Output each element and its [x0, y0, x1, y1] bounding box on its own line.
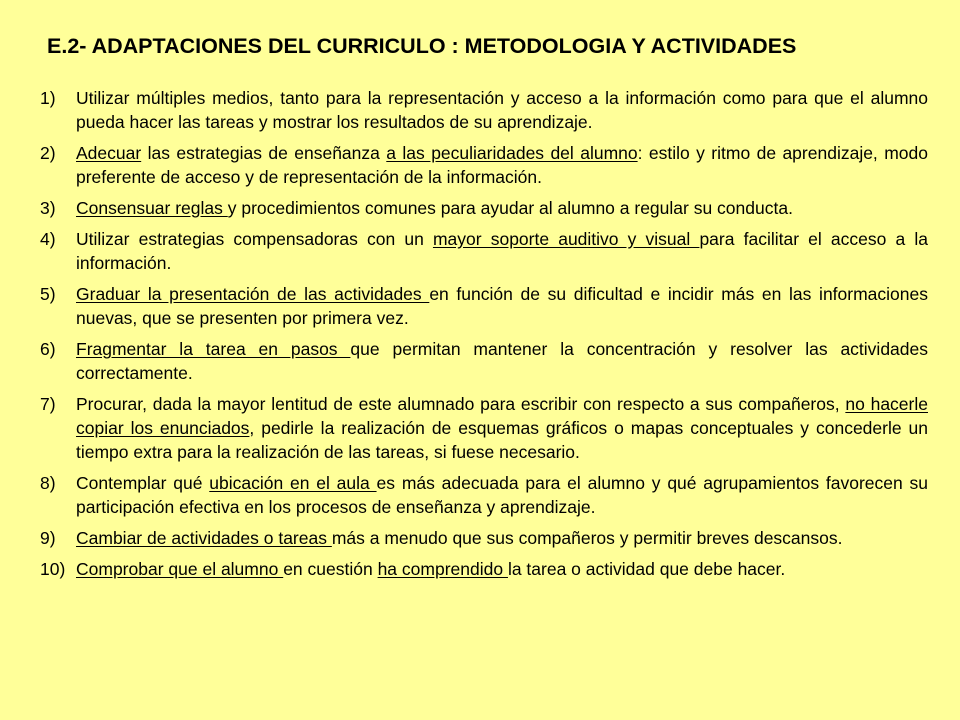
- underlined-text: no hacerle copiar los enunciados: [76, 394, 928, 438]
- list-item: [40, 196, 928, 220]
- underlined-text: ubicación en el aula: [209, 473, 377, 493]
- underlined-text: Comprobar que el alumno: [76, 559, 284, 579]
- list-item: [40, 471, 928, 519]
- item-number: 8): [40, 473, 56, 493]
- item-text: Procurar, dada la mayor lentitud de este alumnado para escribir con respecto a sus compañeros,: [76, 394, 846, 414]
- list-item: [40, 141, 928, 189]
- list-item: [40, 86, 928, 134]
- item-number: 1): [40, 88, 56, 108]
- item-number: 10): [40, 559, 66, 579]
- item-number: 4): [40, 229, 56, 249]
- item-number: 6): [40, 339, 56, 359]
- item-number: 5): [40, 284, 56, 304]
- slide-title: E.2- ADAPTACIONES DEL CURRICULO : METODOLOGIA Y ACTIVIDADES: [47, 34, 797, 58]
- item-text: más a menudo que sus compañeros y permitir breves descansos.: [331, 528, 843, 548]
- activities-list: [40, 86, 928, 581]
- underlined-text: Cambiar de actividades o tareas: [76, 528, 332, 548]
- list-item: [40, 526, 928, 550]
- item-text: , pedirle la realización de esquemas gráficos o mapas conceptuales y concederle un tiempo extra para la realización de las tareas, si fuese necesario.: [76, 418, 928, 462]
- underlined-text: Consensuar reglas: [76, 198, 228, 218]
- item-number: 7): [40, 394, 56, 414]
- underlined-text: ha comprendido: [377, 559, 508, 579]
- item-text: las estrategias de enseñanza: [141, 143, 387, 163]
- list-item: [40, 227, 928, 275]
- item-number: 3): [40, 198, 56, 218]
- list-item: [40, 282, 928, 330]
- underlined-text: Fragmentar la tarea en pasos: [76, 339, 351, 359]
- list-item: [40, 337, 928, 385]
- item-text: que permitan mantener la concentración y resolver las actividades correctamente.: [76, 339, 928, 383]
- item-text: la tarea o actividad que debe hacer.: [507, 559, 786, 579]
- item-text: : estilo y ritmo de aprendizaje, modo preferente de acceso y de representación de la información.: [76, 143, 928, 187]
- underlined-text: mayor soporte auditivo y visual: [432, 229, 700, 249]
- item-text: en función de su dificultad e incidir más en las informaciones nuevas, que se presenten por primera vez.: [76, 284, 928, 328]
- item-number: 9): [40, 528, 56, 548]
- underlined-text: Graduar la presentación de las actividades: [76, 284, 430, 304]
- item-text: y procedimientos comunes para ayudar al alumno a regular su conducta.: [227, 198, 793, 218]
- item-text: para facilitar el acceso a la información.: [76, 229, 928, 273]
- underlined-text: Adecuar: [76, 143, 142, 163]
- item-text: es más adecuada para el alumno y qué agrupamientos favorecen su participación efectiva en los procesos de enseñanza y aprendizaje.: [76, 473, 928, 517]
- item-text: Utilizar estrategias compensadoras con un: [76, 229, 433, 249]
- underlined-text: a las peculiaridades del alumno: [386, 143, 638, 163]
- list-item: [40, 392, 928, 464]
- item-text: Utilizar múltiples medios, tanto para la representación y acceso a la información como para que el alumno pueda hacer las tareas y mostrar los resultados de su aprendizaje.: [76, 88, 928, 132]
- item-text: en cuestión: [283, 559, 378, 579]
- item-text: Contemplar qué: [76, 473, 210, 493]
- list-item: [40, 557, 928, 581]
- item-number: 2): [40, 143, 56, 163]
